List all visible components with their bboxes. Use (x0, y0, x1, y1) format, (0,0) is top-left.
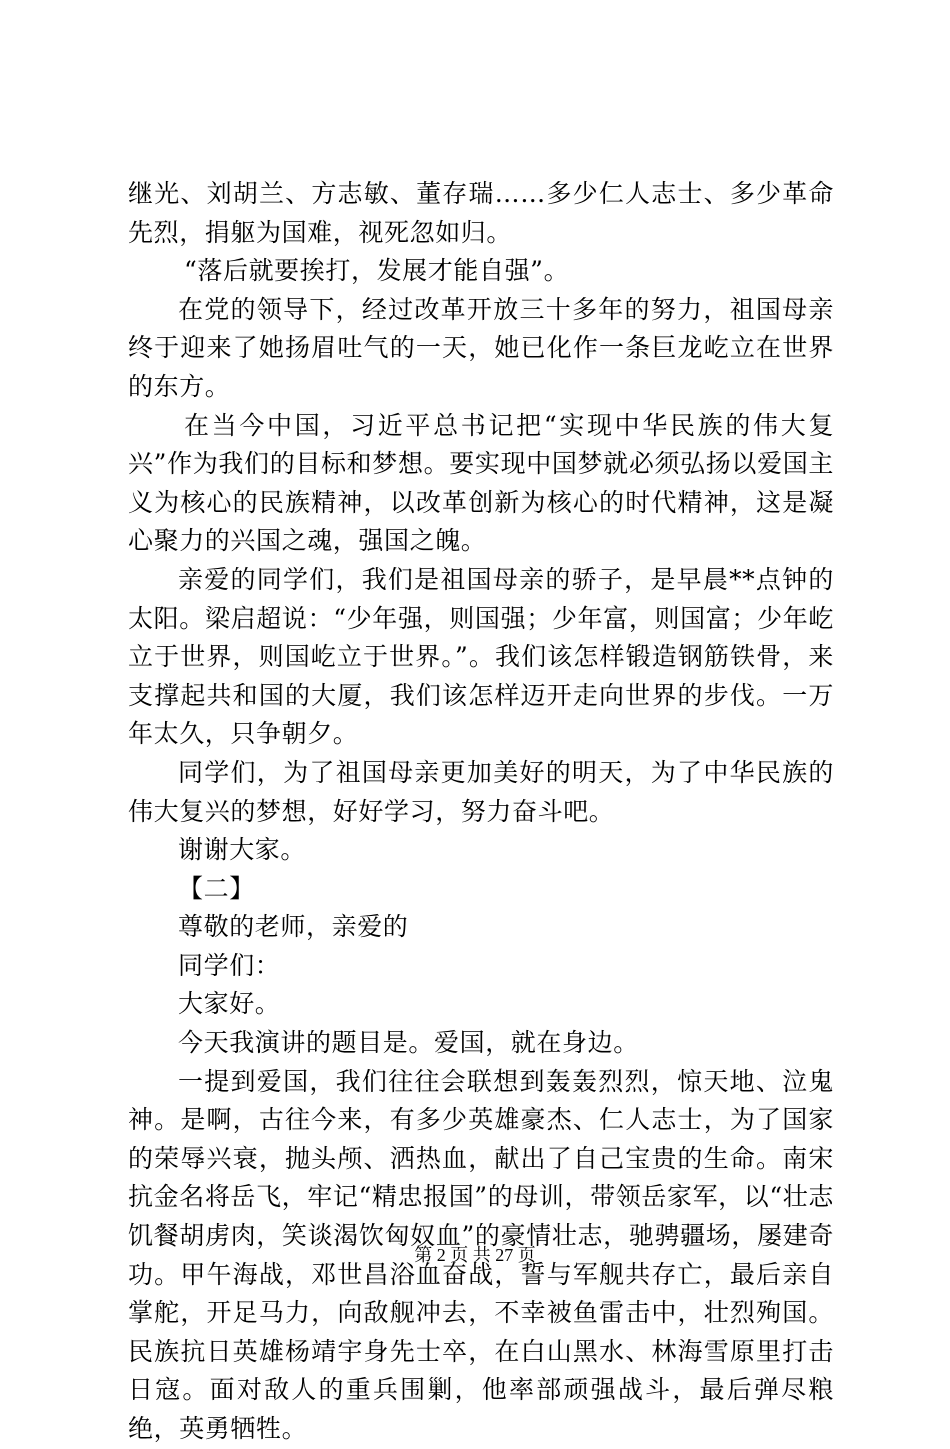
paragraph-chinese-dream: 在当今中国，习近平总书记把“实现中华民族的伟大复兴”作为我们的目标和梦想。要实现中国梦就必须弘扬以爱国主义为核心的民族精神，以改革创新为核心的时代精神，这是凝心聚力的兴国之魂，强国之魄。 (128, 410, 834, 556)
paragraph-salutation-students: 同学们： (178, 950, 281, 980)
paragraph-quote-backwardness: “落后就要挨打，发展才能自强”。 (184, 256, 570, 286)
paragraph-salutation-teachers: 尊敬的老师，亲爱的 (178, 912, 409, 942)
paragraph-greeting: 大家好。 (178, 989, 281, 1019)
page-number-footer: 第 2 页 共 27 页 (414, 1245, 536, 1265)
paragraph-students: 亲爱的同学们，我们是祖国母亲的骄子，是早晨**点钟的太阳。梁启超说：“少年强，则国强；少年富，则国富；少年屹立于世界，则国屹立于世界。”。我们该怎样锻造钢筋铁骨，来支撑起共和国的大厦，我们该怎样迈开走向世界的步伐。一万年太久，只争朝夕。 (128, 564, 834, 749)
paragraph-thanks: 谢谢大家。 (178, 835, 307, 865)
paragraph-reform: 在党的领导下，经过改革开放三十多年的努力，祖国母亲终于迎来了她扬眉吐气的一天，她已化作一条巨龙屹立在世界的东方。 (128, 294, 834, 401)
paragraph-speech-topic: 今天我演讲的题目是。爱国，就在身边。 (178, 1028, 639, 1058)
section-heading-two: 【二】 (178, 873, 255, 903)
paragraph-martyrs: 继光、刘胡兰、方志敏、董存瑞……多少仁人志士、多少革命先烈，捐躯为国难，视死忽如归。 (128, 179, 834, 247)
paragraph-heroes: 一提到爱国，我们往往会联想到轰轰烈烈，惊天地、泣鬼神。是啊，古往今来，有多少英雄豪杰、仁人志士，为了国家的荣辱兴衰，抛头颅、洒热血，献出了自己宝贵的生命。南宋抗金名将岳飞，牢记“精忠报国”的母训，带领岳家军，以“壮志饥餐胡虏肉，笑谈渴饮匈奴血”的豪情壮志，驰骋疆场，屡建奇功。甲午海战，邓世昌浴血奋战，誓与军舰共存亡，最后亲自掌舵，开足马力，向敌舰冲去，不幸被鱼雷击中，壮烈殉国。民族抗日英雄杨靖宇身先士卒，在白山黑水、林海雪原里打击日寇。面对敌人的重兵围剿，他率部顽强战斗，最后弹尽粮绝，英勇牺牲。 (128, 1066, 834, 1443)
paragraph-closing: 同学们，为了祖国母亲更加美好的明天，为了中华民族的伟大复兴的梦想，好好学习，努力奋斗吧。 (128, 757, 834, 826)
